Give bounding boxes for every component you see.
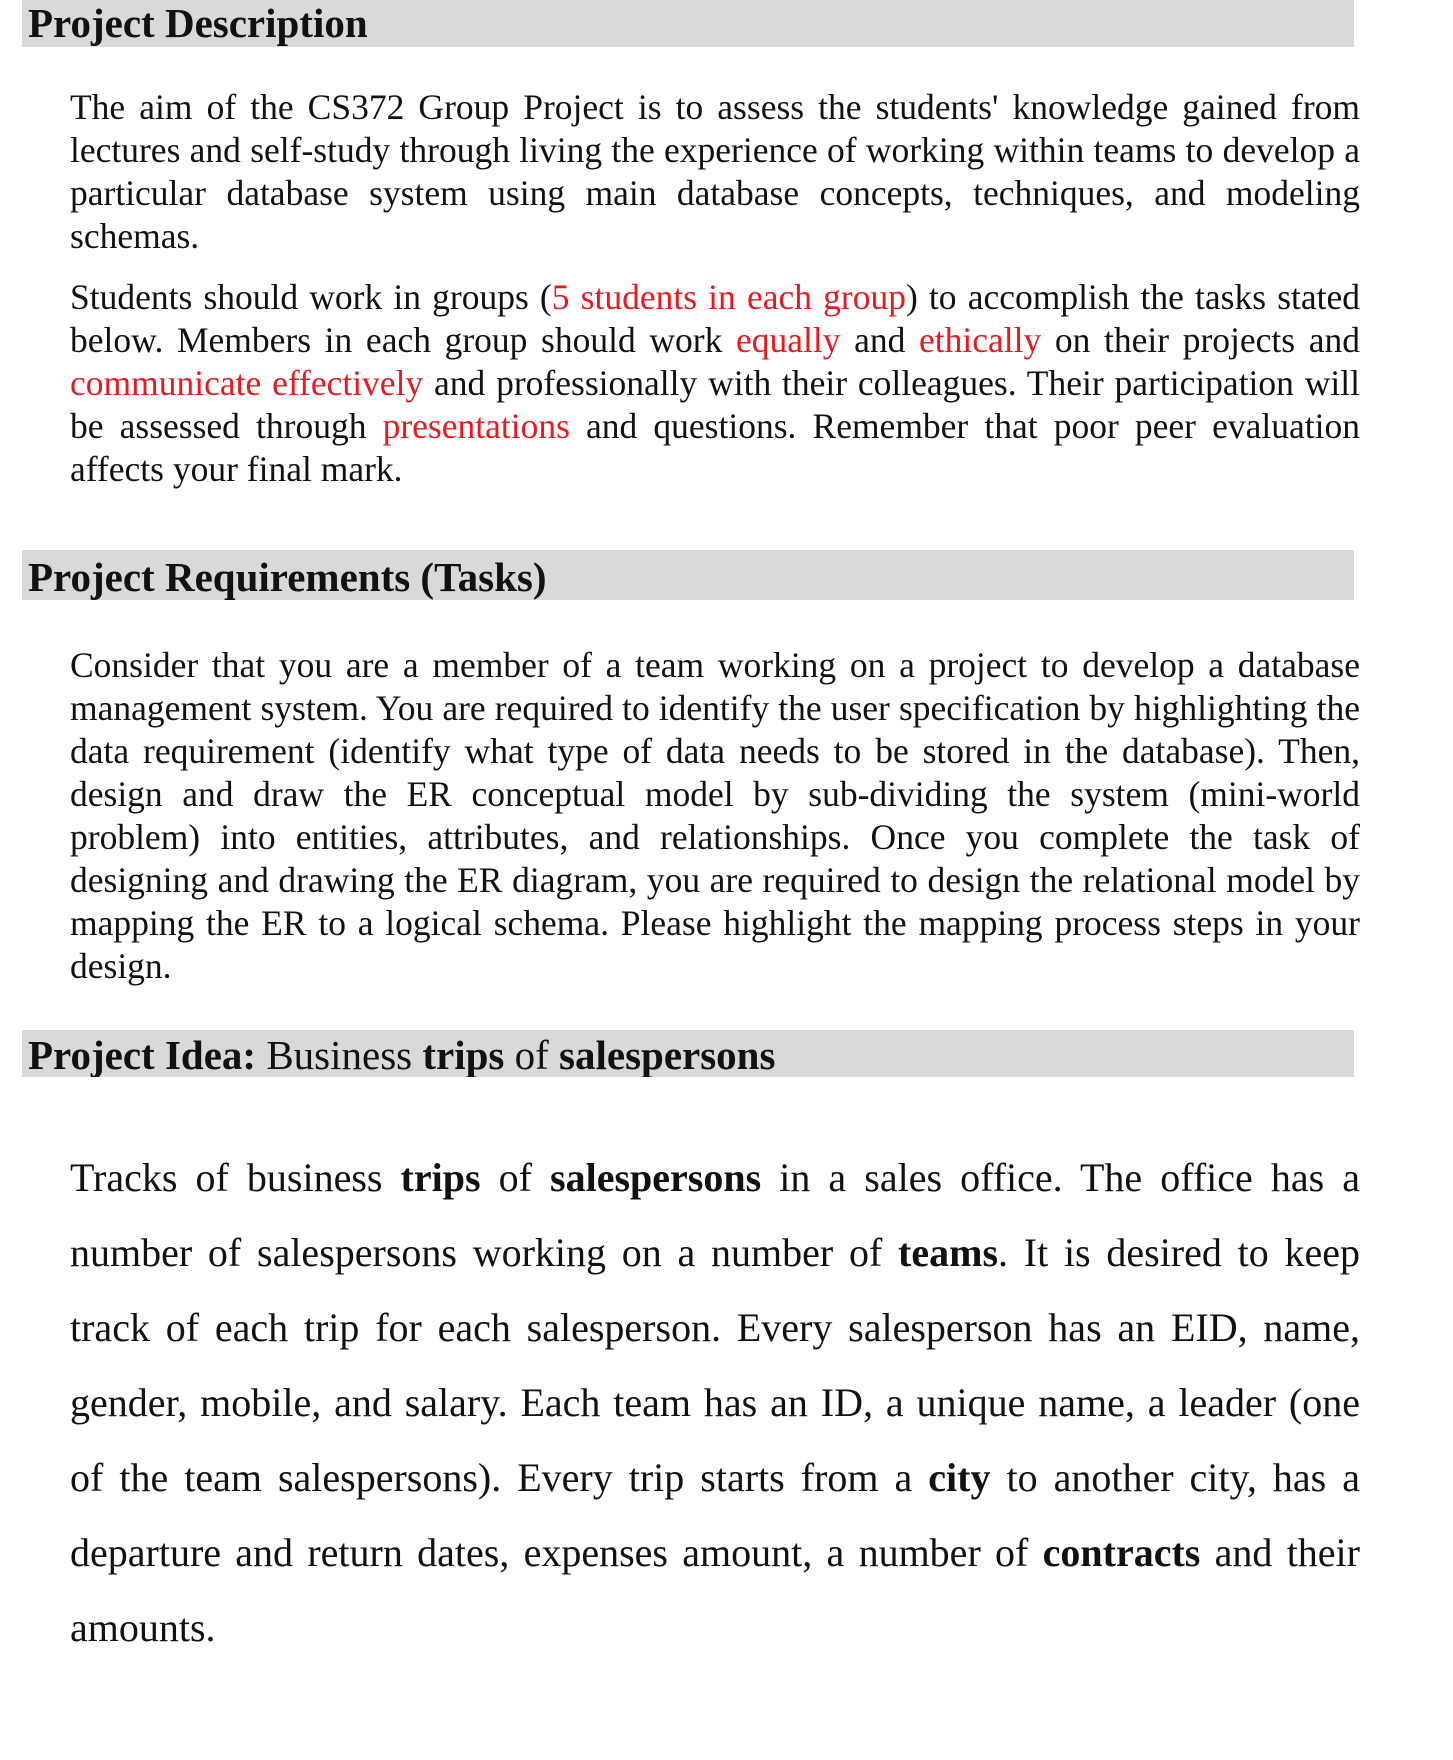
section-heading-requirements [22, 550, 1354, 600]
highlight-communicate: communicate effectively [70, 363, 424, 403]
text-run: . It is desired to keep track of each trip for each salesperson. Every salesperson has an EID, name, gender, mobile, and salary. Each team has an ID, a unique name, a leader (one of the team salespersons). Every trip starts from a [70, 1230, 1360, 1500]
section-heading-requirements-text: Project Requirements (Tasks) [28, 554, 547, 600]
keyword-city: city [928, 1455, 991, 1500]
highlight-ethically: ethically [919, 320, 1042, 360]
text-run: of [480, 1155, 551, 1200]
section-heading-description-text: Project Description [28, 0, 368, 46]
requirements-paragraph: Consider that you are a member of a team working on a project to develop a database management system. You are required to identify the user specification by highlighting the data requirement (identify what type of data needs to be stored in the database). Then, design and draw the ER conceptual model by sub-dividing the system (mini-world problem) into entities, attributes, and relationships. Once you complete the task of designing and drawing the ER diagram, you are required to design the relational model by mapping the ER to a logical schema. Please highlight the mapping process steps in your design. [70, 645, 1360, 986]
section-heading-description [22, 0, 1354, 47]
text-run: Tracks of business [70, 1155, 401, 1200]
text-run: and their amounts. [70, 1530, 1360, 1650]
idea-paragraph [70, 1140, 1360, 1665]
section-heading-idea [22, 1030, 1354, 1077]
highlight-equally: equally [735, 320, 841, 360]
text-run: on their projects and [1041, 320, 1361, 360]
highlight-group-size: 5 students in each group [551, 277, 906, 317]
idea-heading-trips: trips [422, 1032, 505, 1077]
idea-heading-label: Project Idea: [28, 1032, 257, 1077]
text-run: and questions. Remember that poor peer evaluation affects your final mark. [70, 406, 1360, 489]
text-run: in a sales office. The office has a number of salespersons working on a number of [70, 1155, 1361, 1275]
text-run: Students should work in groups ( [70, 277, 552, 317]
text-run: and professionally with their colleagues. Their participation will be assessed through [70, 363, 1360, 446]
keyword-teams: teams [898, 1230, 999, 1275]
highlight-presentations: presentations [382, 406, 570, 446]
keyword-salespersons: salespersons [550, 1155, 762, 1200]
description-paragraph-groups [70, 276, 1360, 491]
text-run: ) to accomplish the tasks stated below. Members in each group should work [70, 277, 1360, 360]
text-run: to another city, has a departure and return dates, expenses amount, a number of [70, 1455, 1360, 1575]
text-run: of [504, 1032, 560, 1077]
keyword-contracts: contracts [1042, 1530, 1201, 1575]
idea-heading-salespersons: salespersons [559, 1032, 776, 1077]
text-run: Business [256, 1032, 423, 1077]
text-run: and [840, 320, 920, 360]
description-paragraph-aim: The aim of the CS372 Group Project is to assess the students' knowledge gained from lectures and self-study through living the experience of working within teams to develop a particular database system using main database concepts, techniques, and modeling schemas. [70, 87, 1360, 256]
keyword-trips: trips [400, 1155, 481, 1200]
